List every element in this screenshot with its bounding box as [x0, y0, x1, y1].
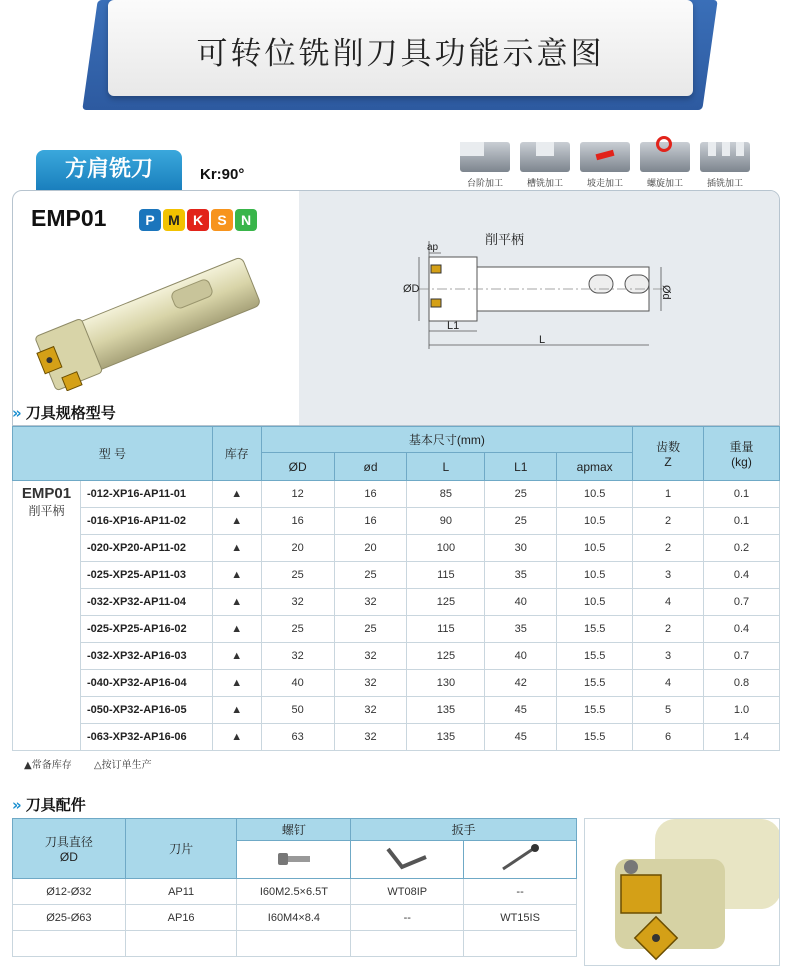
entering-angle: Kr:90° [200, 166, 245, 183]
category-tab: 方肩铣刀 [36, 150, 182, 190]
operation-icons [455, 140, 755, 190]
table-row-empty [13, 931, 577, 957]
model-cell: -012-XP16-AP11-01 [80, 481, 212, 508]
model-cell: -025-XP25-AP11-03 [80, 562, 212, 589]
ap-cell: 10.5 [557, 562, 633, 589]
stock-cell: ▲ [212, 724, 261, 751]
L1-cell: 25 [485, 508, 557, 535]
L-cell: 135 [407, 724, 485, 751]
material-grades [139, 209, 259, 231]
dim-d-label: Ød [660, 285, 672, 300]
dia-cell: Ø12-Ø32 [13, 879, 126, 905]
kg-cell: 1.0 [704, 697, 780, 724]
D-cell: 12 [261, 481, 334, 508]
table-row [13, 508, 780, 535]
table-row [13, 879, 577, 905]
kg-cell: 1.4 [704, 724, 780, 751]
ap-cell: 15.5 [557, 670, 633, 697]
plunge-milling-icon [700, 142, 750, 172]
L1-cell: 45 [485, 697, 557, 724]
insert-closeup-image [584, 818, 780, 966]
L-cell: 115 [407, 616, 485, 643]
d-cell: 25 [334, 562, 407, 589]
title-banner [90, 0, 710, 110]
ap-cell: 15.5 [557, 697, 633, 724]
L1-cell: 40 [485, 589, 557, 616]
operation-slot: 槽铣加工 [515, 140, 575, 189]
z-cell: 4 [633, 670, 704, 697]
dim-D-label: ØD [403, 283, 420, 295]
table-row [13, 535, 780, 562]
ap-cell: 10.5 [557, 589, 633, 616]
product-panel [12, 190, 780, 426]
z-cell: 2 [633, 508, 704, 535]
dimension-drawing [389, 241, 689, 351]
L-cell: 85 [407, 481, 485, 508]
torx-driver-icon [495, 843, 545, 873]
col-ap: apmax [557, 453, 633, 481]
stock-cell: ▲ [212, 562, 261, 589]
kg-cell: 0.2 [704, 535, 780, 562]
L1-cell: 30 [485, 535, 557, 562]
L1-cell: 40 [485, 643, 557, 670]
shank-type-label: 削平柄 [485, 233, 525, 248]
stock-cell: ▲ [212, 481, 261, 508]
wrench-l-picture [351, 841, 464, 879]
kg-cell: 0.4 [704, 616, 780, 643]
L1-cell: 45 [485, 724, 557, 751]
kg-cell: 0.7 [704, 589, 780, 616]
operation-helical: 螺旋加工 [635, 140, 695, 189]
wrench-t-picture [464, 841, 577, 879]
z-cell: 2 [633, 616, 704, 643]
L1-cell: 25 [485, 481, 557, 508]
insert-cell: AP16 [125, 905, 237, 931]
L1-cell: 35 [485, 562, 557, 589]
d-cell: 32 [334, 670, 407, 697]
screw-cell: I60M4×8.4 [237, 905, 351, 931]
model-cell: -040-XP32-AP16-04 [80, 670, 212, 697]
grade-m-badge: M [163, 209, 185, 231]
stock-cell: ▲ [212, 589, 261, 616]
col-basic-dims: 基本尺寸(mm) [261, 427, 632, 453]
model-cell: -063-XP32-AP16-06 [80, 724, 212, 751]
z-cell: 4 [633, 589, 704, 616]
table-row [13, 697, 780, 724]
banner-card [108, 0, 693, 96]
operation-ramp: 坡走加工 [575, 140, 635, 189]
ap-cell: 15.5 [557, 616, 633, 643]
kg-cell: 0.8 [704, 670, 780, 697]
ap-cell: 10.5 [557, 535, 633, 562]
col-d: ød [334, 453, 407, 481]
dim-L-label: L [539, 334, 546, 346]
series-cell: EMP01 削平柄 [13, 481, 81, 751]
z-cell: 5 [633, 697, 704, 724]
d-cell: 32 [334, 697, 407, 724]
stock-cell: ▲ [212, 508, 261, 535]
z-cell: 2 [633, 535, 704, 562]
stock-cell: ▲ [212, 643, 261, 670]
L1-cell: 42 [485, 670, 557, 697]
dim-L1-label: L1 [447, 320, 460, 332]
table-row [13, 643, 780, 670]
col-stock: 库存 [212, 427, 261, 481]
L-cell: 90 [407, 508, 485, 535]
table-row [13, 616, 780, 643]
product-model: EMP01 [31, 205, 107, 231]
spec-table [12, 426, 780, 751]
col-L1: L1 [485, 453, 557, 481]
stock-cell: ▲ [212, 535, 261, 562]
D-cell: 50 [261, 697, 334, 724]
kg-cell: 0.4 [704, 562, 780, 589]
D-cell: 25 [261, 562, 334, 589]
ap-cell: 15.5 [557, 643, 633, 670]
model-cell: -032-XP32-AP11-04 [80, 589, 212, 616]
model-cell: -016-XP16-AP11-02 [80, 508, 212, 535]
table-row [13, 481, 780, 508]
L-cell: 130 [407, 670, 485, 697]
L-cell: 135 [407, 697, 485, 724]
wrench_a-cell: -- [351, 905, 464, 931]
d-cell: 16 [334, 481, 407, 508]
screw-picture [237, 841, 351, 879]
dim-ap-label: ap [427, 242, 439, 253]
step-milling-icon [460, 142, 510, 172]
grade-s-badge: S [211, 209, 233, 231]
D-cell: 20 [261, 535, 334, 562]
operation-step: 台阶加工 [455, 140, 515, 189]
d-cell: 25 [334, 616, 407, 643]
acc-section-title: » 刀具配件 [12, 796, 86, 814]
D-cell: 32 [261, 589, 334, 616]
kg-cell: 0.1 [704, 508, 780, 535]
L1-cell: 35 [485, 616, 557, 643]
ap-cell: 15.5 [557, 724, 633, 751]
accessory-table [12, 818, 577, 957]
wrench_a-cell: WT08IP [351, 879, 464, 905]
model-cell: -032-XP32-AP16-03 [80, 643, 212, 670]
col-screw: 螺钉 [237, 819, 351, 841]
ramping-icon [580, 142, 630, 172]
insert-cell: AP11 [125, 879, 237, 905]
stock-legend: ▲常备库存 △按订单生产 [24, 760, 152, 771]
z-cell: 1 [633, 481, 704, 508]
L-cell: 115 [407, 562, 485, 589]
col-D: ØD [261, 453, 334, 481]
L-cell: 125 [407, 589, 485, 616]
end-mill-image [29, 251, 269, 391]
page-title: 可转位铣削刀具功能示意图 [196, 36, 605, 72]
table-row [13, 589, 780, 616]
z-cell: 6 [633, 724, 704, 751]
col-wrench: 扳手 [351, 819, 577, 841]
d-cell: 16 [334, 508, 407, 535]
D-cell: 16 [261, 508, 334, 535]
L-cell: 100 [407, 535, 485, 562]
helical-milling-icon [640, 142, 690, 172]
kg-cell: 0.7 [704, 643, 780, 670]
col-dia: 刀具直径 ØD [13, 819, 126, 879]
table-row [13, 905, 577, 931]
kg-cell: 0.1 [704, 481, 780, 508]
col-model: 型 号 [13, 427, 213, 481]
d-cell: 32 [334, 589, 407, 616]
dia-cell: Ø25-Ø63 [13, 905, 126, 931]
D-cell: 40 [261, 670, 334, 697]
drawing-area [299, 191, 780, 426]
l-wrench-icon [382, 843, 432, 873]
stock-cell: ▲ [212, 670, 261, 697]
wrench_b-cell: WT15IS [464, 905, 577, 931]
operation-plunge: 插铣加工 [695, 140, 755, 189]
double-chevron-icon: » [12, 796, 22, 814]
d-cell: 20 [334, 535, 407, 562]
table-row [13, 724, 780, 751]
col-weight: 重量 (kg) [704, 427, 780, 481]
table-row [13, 670, 780, 697]
d-cell: 32 [334, 724, 407, 751]
spec-section-title: » 刀具规格型号 [12, 404, 116, 422]
z-cell: 3 [633, 562, 704, 589]
model-cell: -020-XP20-AP11-02 [80, 535, 212, 562]
screw-cell: I60M2.5×6.5T [237, 879, 351, 905]
model-cell: -025-XP25-AP16-02 [80, 616, 212, 643]
ap-cell: 10.5 [557, 481, 633, 508]
ap-cell: 10.5 [557, 508, 633, 535]
stock-cell: ▲ [212, 616, 261, 643]
col-insert: 刀片 [125, 819, 237, 879]
L-cell: 125 [407, 643, 485, 670]
model-cell: -050-XP32-AP16-05 [80, 697, 212, 724]
d-cell: 32 [334, 643, 407, 670]
grade-n-badge: N [235, 209, 257, 231]
table-row [13, 562, 780, 589]
screw-icon [274, 845, 314, 871]
wrench_b-cell: -- [464, 879, 577, 905]
z-cell: 3 [633, 643, 704, 670]
D-cell: 63 [261, 724, 334, 751]
grade-p-badge: P [139, 209, 161, 231]
col-teeth: 齿数 Z [633, 427, 704, 481]
stock-cell: ▲ [212, 697, 261, 724]
D-cell: 25 [261, 616, 334, 643]
double-chevron-icon: » [12, 404, 22, 422]
D-cell: 32 [261, 643, 334, 670]
col-L: L [407, 453, 485, 481]
grade-k-badge: K [187, 209, 209, 231]
slot-milling-icon [520, 142, 570, 172]
